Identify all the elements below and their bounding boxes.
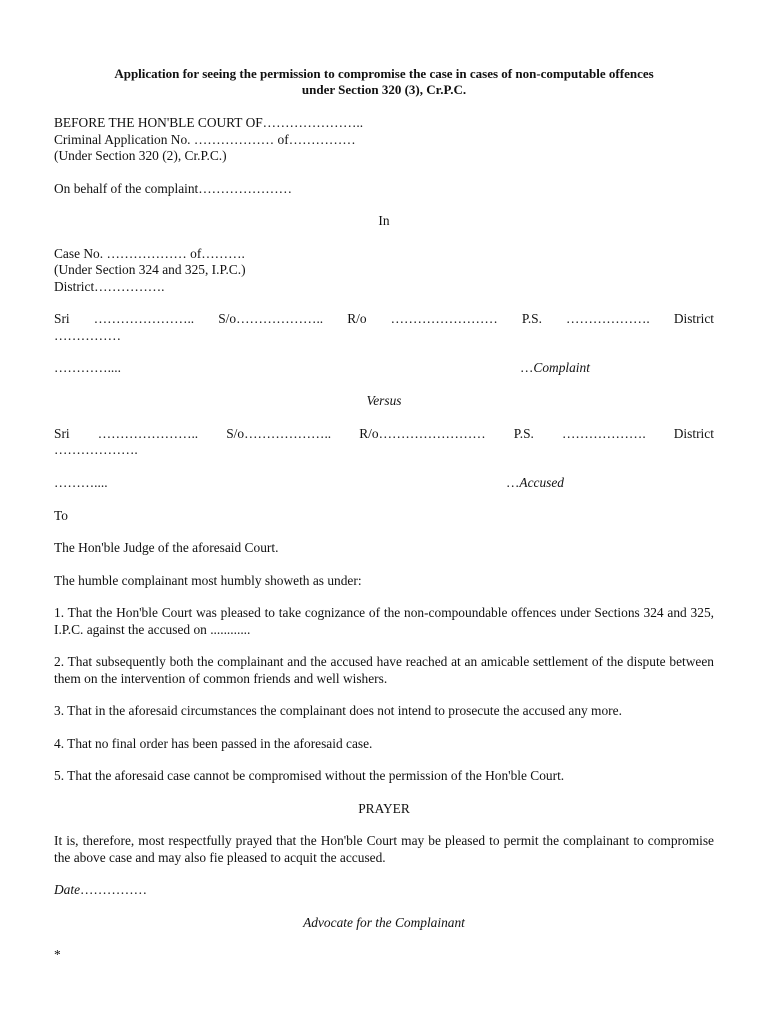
paragraph-1: 1. That the Hon'ble Court was pleased to take cognizance of the non-compoundable offences under Sections 324 and 325, I.P.C. against the accused on ............ [54,605,714,637]
complainant-role-dots: ………….... [54,360,121,375]
accused-role-row [54,475,714,492]
complainant-cell: ………………. [566,311,650,326]
date-label: Date [54,882,81,897]
accused-cell: ………………. [561,425,646,441]
accused-cell: P.S. [513,425,534,441]
case-section: (Under Section 324 and 325, I.P.C.) [54,262,246,277]
footnote-mark: * [54,947,61,962]
accused-cell: Sri [54,425,70,441]
application-section: (Under Section 320 (2), Cr.P.C.) [54,148,227,163]
accused-cell: S/o……………….. [226,425,332,441]
accused-role-word: Accused [519,474,565,490]
complainant-cell: S/o……………….. [218,311,324,326]
paragraph-5: 5. That the aforesaid case cannot be compromised without the permission of the Hon'ble Court. [54,768,565,783]
accused-party-row [54,426,714,443]
accused-continuation: ………………. [54,442,138,457]
accused-role-dots: ……….... [54,474,108,490]
accused-cell: District [673,425,714,441]
complainant-role-prefix: … [520,360,534,375]
complainant-cell: Sri [54,311,70,326]
document-page [54,66,714,964]
complainant-continuation: …………… [54,327,121,343]
accused-cell: ………………….. [97,425,199,441]
versus-word: Versus [366,393,402,408]
paragraph-4: 4. That no final order has been passed in the aforesaid case. [54,735,373,751]
complainant-cell: P.S. [521,311,542,326]
case-district: District……………. [54,278,165,294]
addressee-line: The Hon'ble Judge of the aforesaid Court. [54,540,279,555]
case-number: Case No. ……………… of………. [54,245,245,261]
complainant-party-row [54,311,714,328]
complainant-role-label [520,360,590,377]
court-heading: BEFORE THE HON'BLE COURT OF………………….. [54,115,364,130]
in-word: In [378,213,390,228]
intro-line: The humble complainant most humbly showeth as under: [54,572,362,588]
document-title-line-2: under Section 320 (3), Cr.P.C. [301,82,467,97]
complainant-role-row [54,360,714,377]
on-behalf-line: On behalf of the complaint………………… [54,180,293,196]
complainant-cell: R/o [347,311,367,326]
accused-role-label [506,475,564,492]
prayer-heading: PRAYER [358,800,410,816]
accused-cell: R/o…………………… [359,425,486,441]
to-line: To [54,507,68,523]
application-number: Criminal Application No. ……………… of…………… [54,131,356,147]
date-dots: …………… [80,882,147,897]
paragraph-2: 2. That subsequently both the complainant and the accused have reached at an amicable settlement of the dispute between them on the intervention of common friends and well wishers. [54,654,714,686]
paragraph-3: 3. That in the aforesaid circumstances the complainant does not intend to prosecute the accused any more. [54,703,622,718]
complainant-cell: ………………….. [93,311,195,326]
date-line [54,882,714,899]
accused-role-prefix: … [506,474,520,490]
prayer-text: It is, therefore, most respectfully prayed that the Hon'ble Court may be pleased to permit the complainant to compromise the above case and may also fie pleased to acquit the accused. [54,833,714,865]
document-title-line-1: Application for seeing the permission to compromise the case in cases of non-computable offences [114,66,654,81]
complainant-role-word: Complaint [533,360,590,375]
advocate-signature: Advocate for the Complainant [303,914,465,930]
complainant-cell: District [673,311,714,326]
complainant-cell: …………………… [390,311,498,326]
